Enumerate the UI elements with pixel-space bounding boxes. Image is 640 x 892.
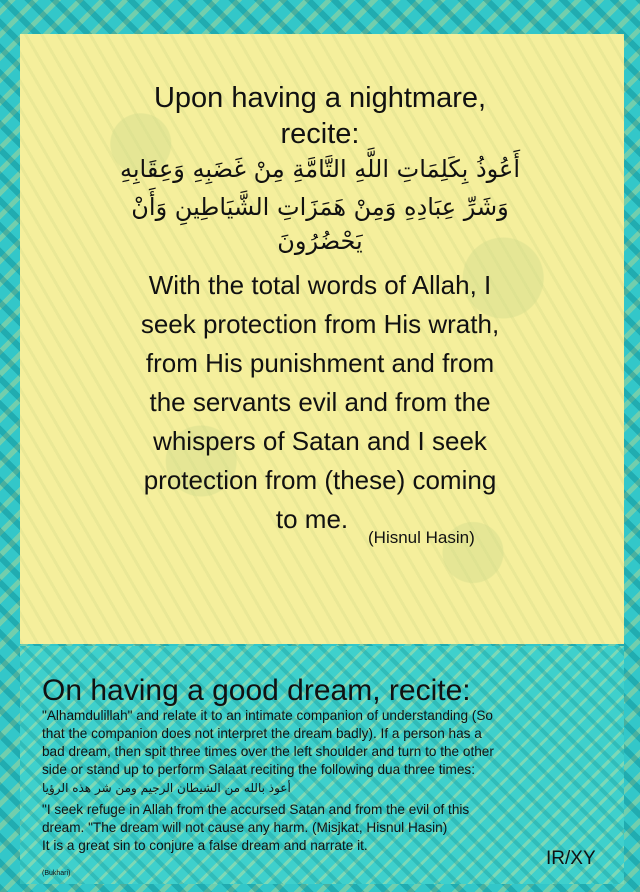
translation-line-3: from His punishment and from (145, 348, 495, 378)
good-dream-line-2: that the companion does not interpret the dream badly). If a person has a (42, 726, 482, 741)
translation-line-6: protection from (these) coming (143, 465, 497, 495)
translation-line-7: to me. (275, 504, 349, 534)
arabic-dua-line-1: أَعُوذُ بِكَلِمَاتِ اللَّهِ التَّامَّةِ مِنْ غَضَبِهِ وَعِقَابِهِ (119, 155, 521, 183)
source-citation: (Hisnul Hasin) (368, 528, 475, 547)
translation-line-1: With the total words of Allah, I (148, 270, 492, 300)
good-dream-line-6: dream. "The dream will not cause any harm. (Misjkat, Hisnul Hasin) (42, 820, 448, 835)
translation-line-2: seek protection from His wrath, (140, 309, 500, 339)
good-dream-arabic: أعوذ بالله من الشيطان الرجيم ومن شر هذه الرؤيا (42, 781, 291, 795)
arabic-dua-line-2: وَشَرِّ عِبَادِهِ وَمِنْ هَمَزَاتِ الشَّيَاطِينِ وَأَنْ (131, 193, 509, 221)
good-dream-title: On having a good dream, recite: (42, 674, 471, 707)
translation-line-5: whispers of Satan and I seek (153, 426, 487, 456)
heading-line-2: recite: (280, 118, 360, 150)
arabic-dua-line-3: يَحْضُرُونَ (277, 227, 363, 255)
heading-line-1: Upon having a nightmare, (153, 82, 487, 114)
bukhari-citation: (Bukhari) (42, 870, 71, 877)
good-dream-line-7: It is a great sin to conjure a false dream and narrate it. (42, 838, 368, 853)
author-mark: IR/XY (546, 848, 596, 869)
good-dream-line-1: "Alhamdulillah" and relate it to an intimate companion of understanding (So (42, 708, 493, 723)
good-dream-line-3: bad dream, then spit three times over the left shoulder and turn to the other (42, 744, 494, 759)
good-dream-line-5: "I seek refuge in Allah from the accursed Satan and from the evil of this (42, 802, 470, 817)
good-dream-line-4: side or stand up to perform Salaat reciting the following dua three times: (42, 762, 475, 777)
translation-line-4: the servants evil and from the (149, 387, 491, 417)
